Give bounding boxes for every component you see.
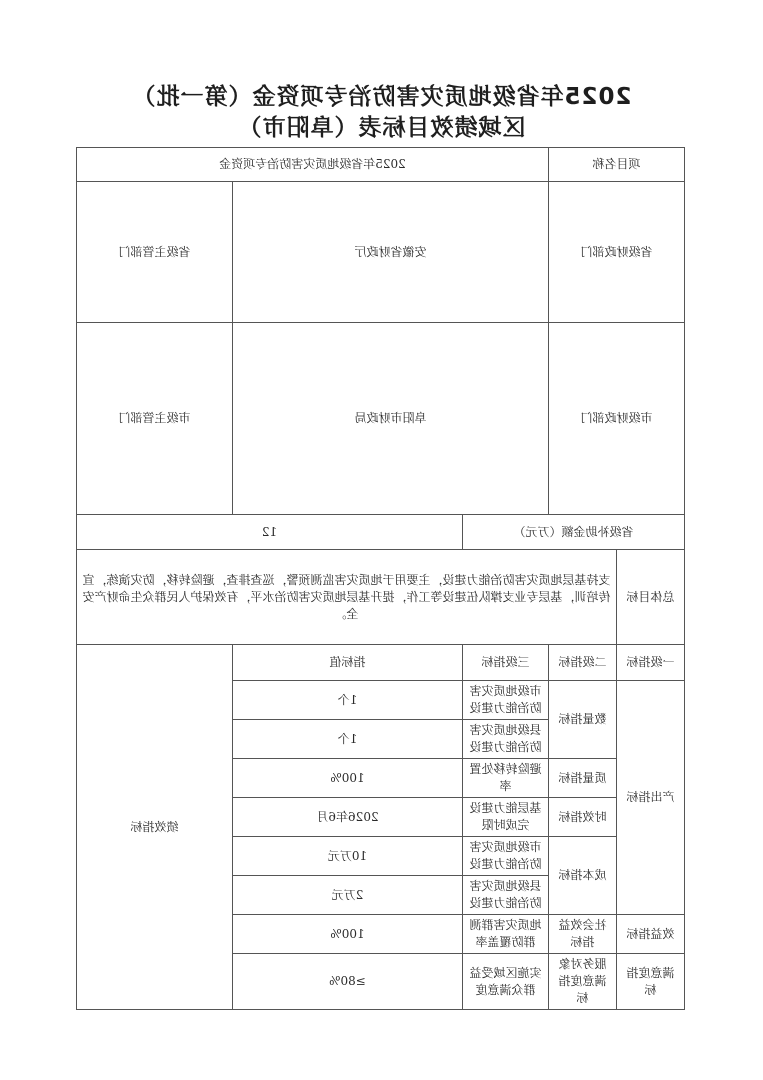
indicator-value: ≥80% [232, 954, 462, 1010]
benefit-indicator-label: 效益指标 [617, 915, 685, 954]
header-level1: 一级指标 [617, 645, 685, 681]
indicator-value: 1个 [232, 681, 462, 720]
title-line-2: 区域绩效目标表（阜阳市） [237, 115, 526, 141]
row-project-name [76, 148, 684, 182]
social-benefit-label: 社会效益指标 [548, 915, 616, 954]
row-overall-goal [76, 550, 684, 645]
city-finance-value: 阜阳市财政局 [232, 323, 548, 515]
provincial-finance-label: 省级财政部门 [548, 182, 684, 323]
indicator-name: 避险转移处置率 [462, 759, 548, 798]
performance-target-table [76, 147, 685, 1010]
time-indicator-label: 时效指标 [548, 798, 616, 837]
service-satisfaction-label: 服务对象满意度指标 [548, 954, 616, 1010]
project-name-value: 2025年省级地质灾害防治专项资金 [76, 148, 548, 182]
overall-goal-text: 支持基层地质灾害防治能力建设，主要用于地质灾害监测预警，巡查排查，避险转移，防灾演练，宣传培训，基层专业支撑队伍建设等工作，提升基层地质灾害防治水平，有效保护人民群众生命财产安全。 [76, 550, 616, 645]
indicator-value: 1个 [232, 720, 462, 759]
indicator-name: 地质灾害群测群防覆盖率 [462, 915, 548, 954]
title-line-1: 2025年省级地质灾害防治专项资金（第一批） [131, 84, 632, 110]
header-value: 指标值 [232, 645, 462, 681]
indicator-value: 100% [232, 915, 462, 954]
document-title [0, 82, 763, 144]
header-level3: 三级指标 [462, 645, 548, 681]
performance-indicator-label: 绩效指标 [76, 645, 232, 1010]
indicator-value: 2万元 [232, 876, 462, 915]
city-finance-label: 市级财政部门 [548, 323, 684, 515]
subsidy-label: 省级补助金额（万元） [462, 515, 684, 550]
provincial-finance-value: 安徽省财政厅 [232, 182, 548, 323]
subsidy-value: 12 [76, 515, 462, 550]
indicator-value: 2026年6月 [232, 798, 462, 837]
cost-indicator-label: 成本指标 [548, 837, 616, 915]
header-level2: 二级指标 [548, 645, 616, 681]
row-city [76, 323, 684, 515]
quantity-indicator-label: 数量指标 [548, 681, 616, 759]
quality-indicator-label: 质量指标 [548, 759, 616, 798]
indicator-name: 实施区域受益群众满意度 [462, 954, 548, 1010]
indicator-name: 基层能力建设完成时限 [462, 798, 548, 837]
indicator-value: 100% [232, 759, 462, 798]
indicator-value: 10万元 [232, 837, 462, 876]
satisfaction-indicator-label: 满意度指标 [617, 954, 685, 1010]
output-indicator-label: 产出指标 [617, 681, 685, 915]
row-subsidy [76, 515, 684, 550]
city-dept-label: 市级主管部门 [76, 323, 232, 515]
indicator-name: 市级地质灾害防治能力建设 [462, 681, 548, 720]
row-provincial [76, 182, 684, 323]
indicator-name: 县级地质灾害防治能力建设 [462, 720, 548, 759]
row-indicator-header [76, 645, 684, 681]
indicator-name: 市级地质灾害防治能力建设 [462, 837, 548, 876]
indicator-name: 县级地质灾害防治能力建设 [462, 876, 548, 915]
overall-goal-label: 总体目标 [617, 550, 685, 645]
provincial-dept-label: 省级主管部门 [76, 182, 232, 323]
project-name-label: 项目名称 [548, 148, 684, 182]
